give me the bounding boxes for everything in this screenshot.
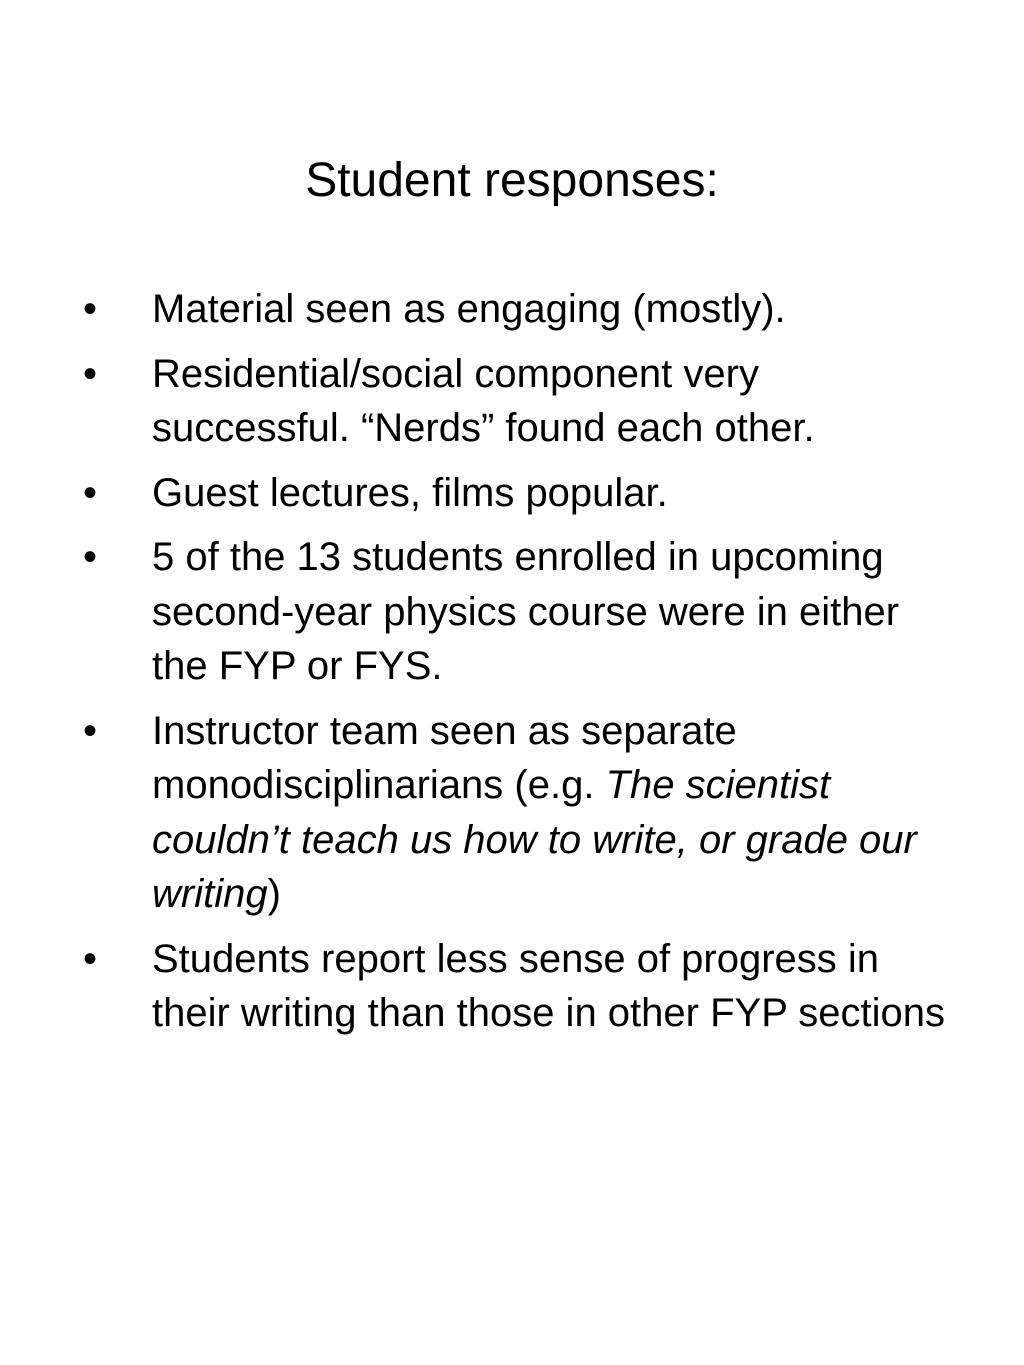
bullet-icon: • [83, 708, 98, 753]
bullet-text [152, 709, 917, 917]
bullet-text-lead: Instructor team seen as separate monodisciplinarians (e.g. [152, 708, 737, 807]
bullet-icon: • [83, 351, 98, 396]
list-item [0, 932, 1024, 1041]
list-item [0, 347, 1024, 456]
list-item [0, 530, 1024, 694]
list-item [0, 282, 1024, 337]
bullet-icon: • [83, 535, 98, 579]
list-item [0, 466, 1024, 521]
bullet-icon: • [83, 287, 98, 331]
bullet-icon: • [83, 470, 98, 515]
bullet-icon: • [83, 936, 98, 981]
bullet-text: Guest lectures, films popular. [152, 470, 668, 515]
bullet-text-tail: ) [267, 872, 281, 916]
bullet-text: Students report less sense of progress in their writing than those in other FYP sections [152, 936, 946, 1035]
slide-title: Student responses: [305, 154, 719, 207]
bullet-text: Residential/social component very successful. “Nerds” found each other. [152, 351, 815, 450]
quote-italic: The scientist couldn’t teach us how to write, or grade our writing [152, 763, 917, 916]
list-item [0, 704, 1024, 922]
bullet-text: Material seen as engaging (mostly). [152, 287, 786, 331]
bullet-list [0, 282, 1024, 1051]
bullet-text: 5 of the 13 students enrolled in upcoming second-year physics course were in either the FYP or FYS. [152, 535, 900, 688]
